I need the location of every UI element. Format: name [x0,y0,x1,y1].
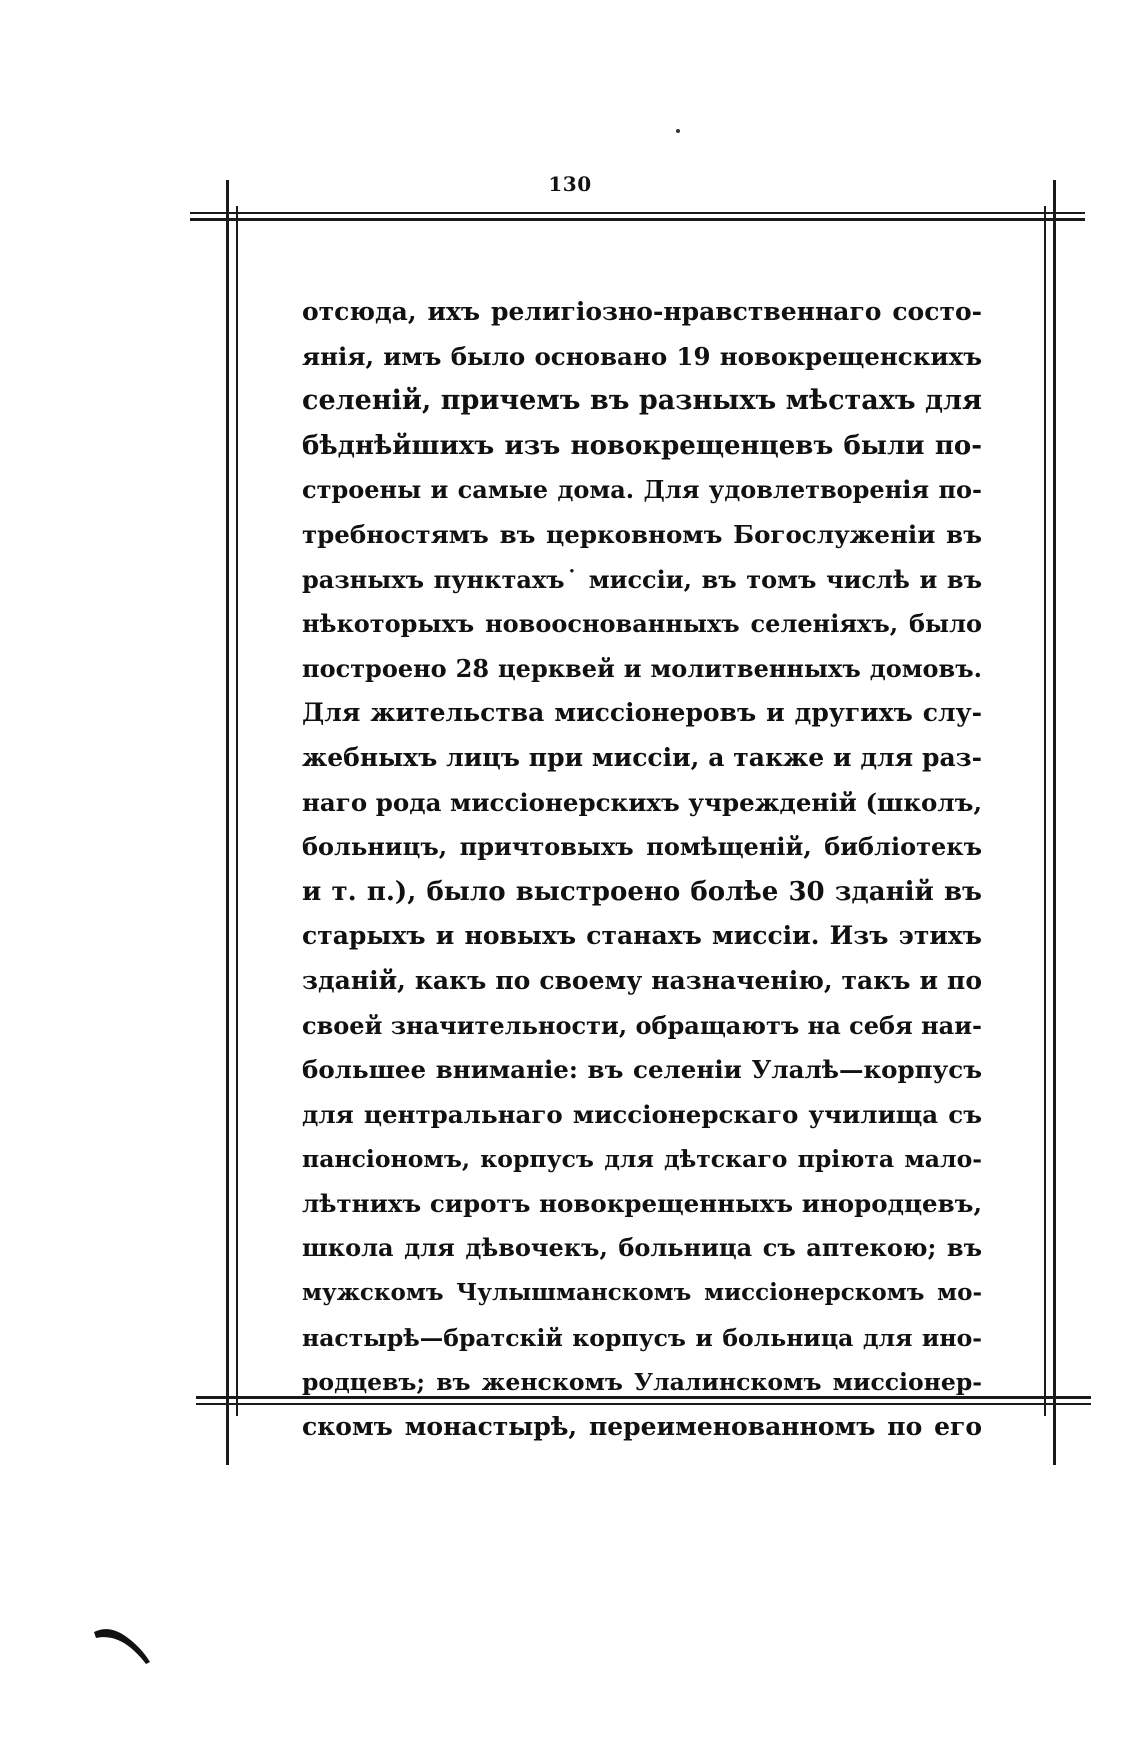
text-line: построено 28 церквей и молитвенныхъ домовъ. [302,653,982,683]
text-line: скомъ монастырѣ, переименованномъ по его [302,1411,982,1441]
text-line: пансiономъ, корпусъ для дѣтскаго прiюта мало- [302,1145,982,1174]
left-rule-inner [236,206,238,1416]
right-rule-inner [1044,206,1046,1416]
text-line: лѣтнихъ сиротъ новокрещенныхъ инородцевъ, [302,1188,982,1218]
scan-smudge-mark [92,1618,154,1666]
text-line: школа для дѣвочекъ, больница съ аптекою; въ [302,1233,982,1263]
ink-speck [676,129,680,133]
text-line: родцевъ; въ женскомъ Улалинскомъ миссiонер- [302,1368,982,1397]
text-line: мужскомъ Чулышманскомъ миссiонерскомъ мо- [302,1279,982,1307]
text-line: бѣднѣйшихъ изъ новокрещенцевъ были по- [302,430,982,461]
text-line: для центральнаго миссiонерскаго училища съ [302,1099,982,1129]
text-line: требностямъ въ церковномъ Богослуженiи въ [302,519,982,549]
text-line: нѣкоторыхъ новооснованныхъ селенiяхъ, было [302,609,982,639]
text-line: янiя, имъ было основано 19 новокрещенскихъ [302,341,982,371]
text-line: зданiй, какъ по своему назначенiю, такъ и по [302,965,982,995]
top-rule-inner [190,218,1085,221]
text-line: отсюда, ихъ религiозно-нравственнаго состо- [302,297,982,326]
text-line: большее вниманiе: въ селенiи Улалѣ—корпусъ [302,1055,982,1085]
text-line: селенiй, причемъ въ разныхъ мѣстахъ для [302,385,982,417]
text-line: строены и самые дома. Для удовлетворенiя по- [302,475,982,505]
text-line: наго рода миссiонерскихъ учрежденiй (школъ, [302,787,982,817]
text-line: Для жительства миссiонеровъ и другихъ слу- [302,698,982,728]
top-rule-outer [190,212,1085,214]
right-rule-outer [1053,180,1056,1465]
text-line: и т. п.), было выстроено болѣе 30 зданiй въ [302,876,982,907]
body-text [302,290,982,1449]
text-line: настырѣ—братскiй корпусъ и больница для ино- [302,1323,982,1352]
text-line: своей значительности, обращаютъ на себя наи- [302,1010,982,1040]
text-line: больницъ, причтовыхъ помѣщенiй, библiотекъ [302,832,982,862]
left-rule-outer [226,180,229,1465]
text-line: старыхъ и новыхъ станахъ миссiи. Изъ этихъ [302,921,982,951]
text-line: разныхъ пунктахъ˙ миссiи, въ томъ числѣ и въ [302,564,982,594]
text-line: жебныхъ лицъ при миссiи, а также и для раз- [302,742,982,772]
page-number: 130 [548,172,592,196]
